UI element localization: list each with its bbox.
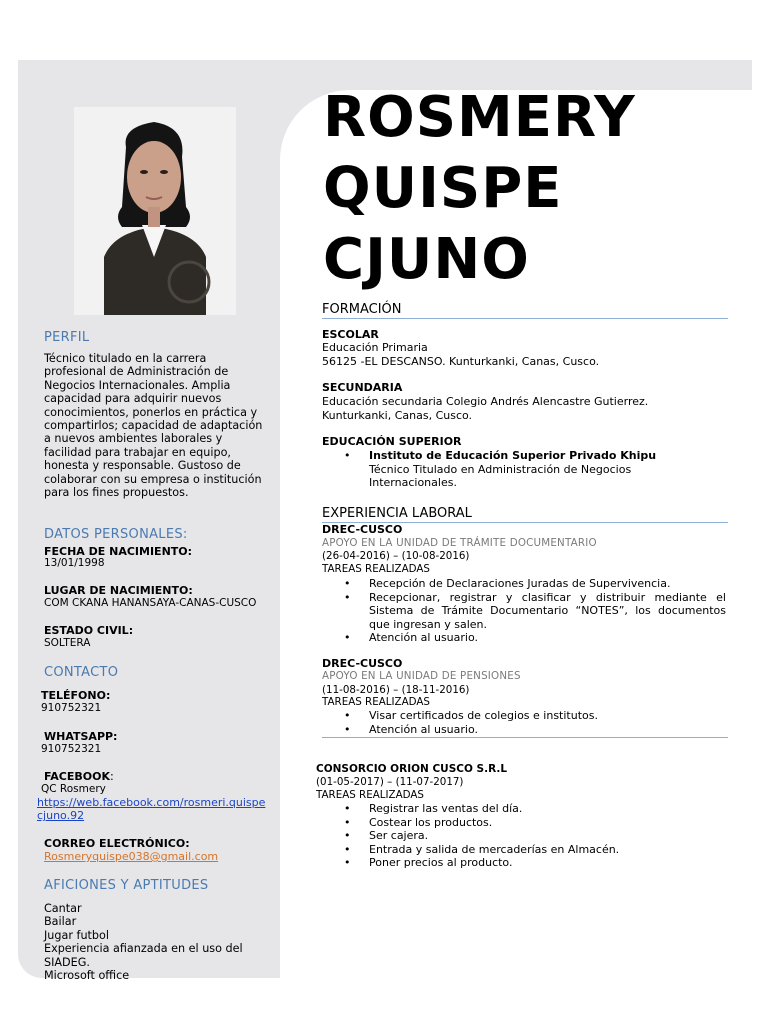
telefono-value: 910752321 (41, 702, 102, 714)
task-item: • Recepción de Declaraciones Juradas de Supervivencia. (322, 577, 726, 591)
perfil-text: Técnico titulado en la carrera profesional de Administración de Negocios Internacionales. Amplia capacidad para adquirir nuevos conocimientos, ponerlos en práctica y compartirlos; capacidad de adaptación a nuevos ambientes laborales y facilidad para trabajar en equipo, honesta y responsable. Gustoso de colaborar con su empresa o institución para los fines propuestos. (44, 352, 263, 500)
aficiones-heading: AFICIONES Y APTITUDES (44, 878, 209, 893)
task-item: • Recepcionar, registrar y clasificar y distribuir mediante el Sistema de Trámite Documentario “NOTES”, los documentos que ingresan y salen. (322, 591, 726, 632)
facebook-link-container (37, 796, 269, 823)
aficion-item: Experiencia afianzada en el uso del SIADEG. (44, 942, 243, 969)
job1-dates: (26-04-2016) – (10-08-2016) (322, 550, 470, 562)
telefono-label: TELÉFONO: (41, 689, 111, 702)
lugar-label: LUGAR DE NACIMIENTO: (44, 584, 193, 597)
job3-tareas-label: TAREAS REALIZADAS (316, 789, 424, 801)
escolar-label: ESCOLAR (322, 328, 379, 341)
aficiones-list (44, 902, 269, 982)
task-item: • Entrada y salida de mercaderías en Almacén. (322, 843, 726, 857)
name-line: ROSMERY (323, 85, 636, 150)
task-item: • Poner precios al producto. (322, 856, 726, 870)
secundaria-text: Educación secundaria Colegio Andrés Alencastre Gutierrez. Kunturkanki, Canas, Cusco. (322, 395, 649, 422)
aficion-item: Bailar (44, 915, 77, 929)
facebook-name: QC Rosmery (41, 783, 106, 795)
job1-tasks (322, 577, 726, 645)
task-item: • Visar certificados de colegios e institutos. (322, 709, 726, 723)
job2-role: APOYO EN LA UNIDAD DE PENSIONES (322, 670, 521, 682)
profile-photo (74, 107, 236, 315)
escolar-line2: 56125 -EL DESCANSO. Kunturkanki, Canas, Cusco. (322, 355, 600, 368)
job3-tasks (322, 802, 726, 870)
aficion-item: Microsoft office (44, 969, 130, 983)
job1-role: APOYO EN LA UNIDAD DE TRÁMITE DOCUMENTARIO (322, 537, 597, 549)
superior-label: EDUCACIÓN SUPERIOR (322, 435, 462, 448)
facebook-colon: : (109, 770, 114, 783)
perfil-heading: PERFIL (44, 330, 90, 345)
contacto-heading: CONTACTO (44, 665, 119, 680)
name-line: CJUNO (323, 227, 530, 292)
superior-inst: Instituto de Educación Superior Privado Khipu (369, 449, 657, 462)
aficion-item: Cantar (44, 902, 82, 915)
correo-link-container (44, 850, 266, 863)
experiencia-heading: EXPERIENCIA LABORAL (322, 506, 728, 523)
job1-org: DREC-CUSCO (322, 523, 403, 536)
estado-value: SOLTERA (44, 637, 91, 649)
lugar-value: COM CKANA HANANSAYA-CANAS-CUSCO (44, 597, 257, 609)
job1-tareas-label: TAREAS REALIZADAS (322, 563, 430, 575)
section-divider (322, 737, 728, 738)
secundaria-label: SECUNDARIA (322, 381, 403, 394)
formacion-heading: FORMACIÓN (322, 302, 728, 319)
aficion-item: Jugar futbol (44, 928, 109, 942)
fecha-label: FECHA DE NACIMIENTO: (44, 545, 193, 558)
job3-dates: (01-05-2017) – (11-07-2017) (316, 776, 464, 788)
task-item: • Atención al usuario. (322, 631, 726, 645)
task-item: • Ser cajera. (322, 829, 726, 843)
portrait-image (74, 107, 236, 315)
task-item: • Costear los productos. (322, 816, 726, 830)
facebook-label-row (44, 770, 266, 783)
job2-dates: (11-08-2016) – (18-11-2016) (322, 684, 470, 696)
job3-org: CONSORCIO ORION CUSCO S.R.L (316, 763, 508, 775)
whatsapp-label: WHATSAPP: (44, 730, 118, 743)
facebook-link[interactable]: https://web.facebook.com/rosmeri.quispecjuno.92 (37, 796, 266, 823)
datos-heading: DATOS PERSONALES: (44, 527, 188, 542)
facebook-label: FACEBOOK (44, 770, 110, 783)
job2-tareas-label: TAREAS REALIZADAS (322, 696, 430, 708)
job2-tasks (322, 709, 726, 736)
task-item: • Registrar las ventas del día. (322, 802, 726, 816)
name-line: QUISPE (323, 156, 563, 221)
fecha-value: 13/01/1998 (44, 557, 105, 569)
email-link[interactable]: Rosmeryquispe038@gmail.com (44, 850, 219, 863)
whatsapp-value: 910752321 (41, 743, 102, 755)
superior-desc: Técnico Titulado en Administración de Negocios Internacionales. (369, 462, 632, 489)
full-name (323, 82, 636, 295)
estado-label: ESTADO CIVIL: (44, 624, 134, 637)
correo-label: CORREO ELECTRÓNICO: (44, 837, 190, 850)
job2-org: DREC-CUSCO (322, 657, 403, 670)
task-item: • Atención al usuario. (322, 723, 726, 737)
superior-item (322, 449, 682, 490)
escolar-line1: Educación Primaria (322, 341, 428, 354)
